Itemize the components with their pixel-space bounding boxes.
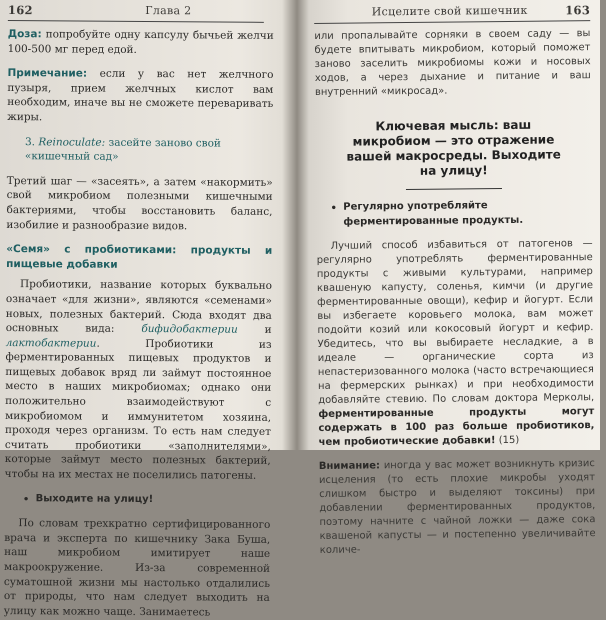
body-text: Лучший способ избавиться от патогенов — регулярно употреблять ферментированные продукты с живыми культурами, например квашеную капусту, соленья, кимчи (и другие ферментированные овощи), кефир и йогурт. Если вы избегаете коровьего молока, вам может подойти козий или кокосовый йогурт и кефир. Убедитесь, что вы выбираете несладкие, а в идеале — органические сорта из непастеризованного молока (часто встречающиеся на фермерских рынках) и при необходимости добавляйте стевию. По словам доктора Мерколы, — [316, 238, 595, 407]
probiotic-italic-1: бифидобактерии — [141, 323, 238, 336]
note-text: если у вас нет желчного пузыря, прием желчных кислот вам необходим, иначе вы не сможете переваривать жиры. — [7, 67, 274, 124]
probiotic-text-3: . Пробиотики из ферментированных пищевых продуктов и пищевых добавок вряд ли займут постоянное место в наших микробиомах; однако они положительно взаимодействуют с микробиомом и иммунитетом хозяина, проходя через организм. То есть нам следует считать пробиотики «заполнителями», которые займут место полезных бактерий, чтобы на их местах не поселились патогены. — [4, 337, 272, 482]
probiotic-paragraph — [5, 277, 272, 483]
chapter-title: Глава 2 — [145, 3, 192, 18]
probiotic-text-1: Пробиотики, название которых буквально означает «для жизни», являются «семенами» новых, полезных бактерий. Сюда входят два основных вида: — [5, 278, 273, 336]
bullet-dot: • — [330, 200, 338, 215]
bullet-item — [4, 492, 270, 508]
right-page-header — [314, 0, 590, 24]
bullet-text: Регулярно употребляйте ферментированные продукты. — [343, 200, 524, 228]
attention-label: Внимание: — [318, 460, 381, 473]
body-ref: (15) — [495, 435, 520, 447]
bullet-item — [316, 198, 592, 230]
bullet-dot: • — [22, 491, 30, 506]
left-page-header — [8, 0, 264, 23]
probiotic-text-2: и — [237, 323, 272, 336]
note-paragraph — [7, 66, 273, 126]
key-thought-box: Ключевая мысль: ваш микробиом — это отражение вашей макросреды. Выходите на улицу! — [346, 117, 561, 178]
step-paragraph: Третий шаг — «засеять», а затем «накормить» свой микробиом полезными кишечными бактериями, чтобы восстановить баланс, изобилие и разнообразие видов. — [6, 174, 273, 232]
dose-text: попробуйте одну капсулу бычьей желчи 100-500 мг перед едой. — [7, 28, 274, 56]
bullet-text: Выходите на улицу! — [35, 492, 154, 505]
step-rest: засейте заново свой «кишечный сад» — [24, 136, 221, 163]
attention-paragraph — [319, 457, 596, 558]
left-page — [0, 0, 290, 619]
step-italic: Reinoculate: — [38, 135, 106, 149]
step-prefix: 3. — [24, 135, 39, 148]
intro-paragraph: или пропалывайте сорняки в своем саду — вы будете впитывать микробиом, который поможет заново заселить микробиомы кожи и носовых ходов, а через дыхание и питание и ваш внутренний «микросад». — [314, 28, 591, 98]
dose-label: Доза: — [7, 28, 42, 41]
dose-paragraph — [8, 27, 274, 58]
step-heading — [7, 135, 273, 166]
probiotic-italic-2: лактобактерии — [5, 336, 97, 350]
zach-paragraph: По словам трехкратно сертифицированного врача и эксперта по кишечнику Зака Буша, наш микробиом имитирует наше макроокружение. Из-за современной суматошной жизни мы настолько отдалились от природы, что нам следует выходить на улицу как можно чаще. Занимаетесь — [3, 517, 271, 619]
section-title: «Семя» с пробиотиками: продукты и пищевые добавки — [6, 243, 273, 271]
page-number: 162 — [7, 2, 33, 17]
body-bold: ферментированные продукты могут содержать в 100 раз больше пробиотиков, чем пробиотические добавки! — [318, 406, 595, 449]
right-page — [300, 0, 605, 557]
page-number: 163 — [565, 2, 591, 18]
attention-text: иногда у вас может возникнуть кризис исцеления (то есть плохие микробы уходят слишком быстро и выделяют токсины) при добавлении ферментированных продуктов, поэтому начните с чайной ложки — даже сока квашеной капусты — и постепенно увеличивайте количе- — [318, 458, 596, 557]
note-label: Примечание: — [7, 67, 88, 80]
fermented-paragraph — [316, 237, 594, 450]
running-title: Исцелите свой кишечник — [371, 3, 528, 19]
